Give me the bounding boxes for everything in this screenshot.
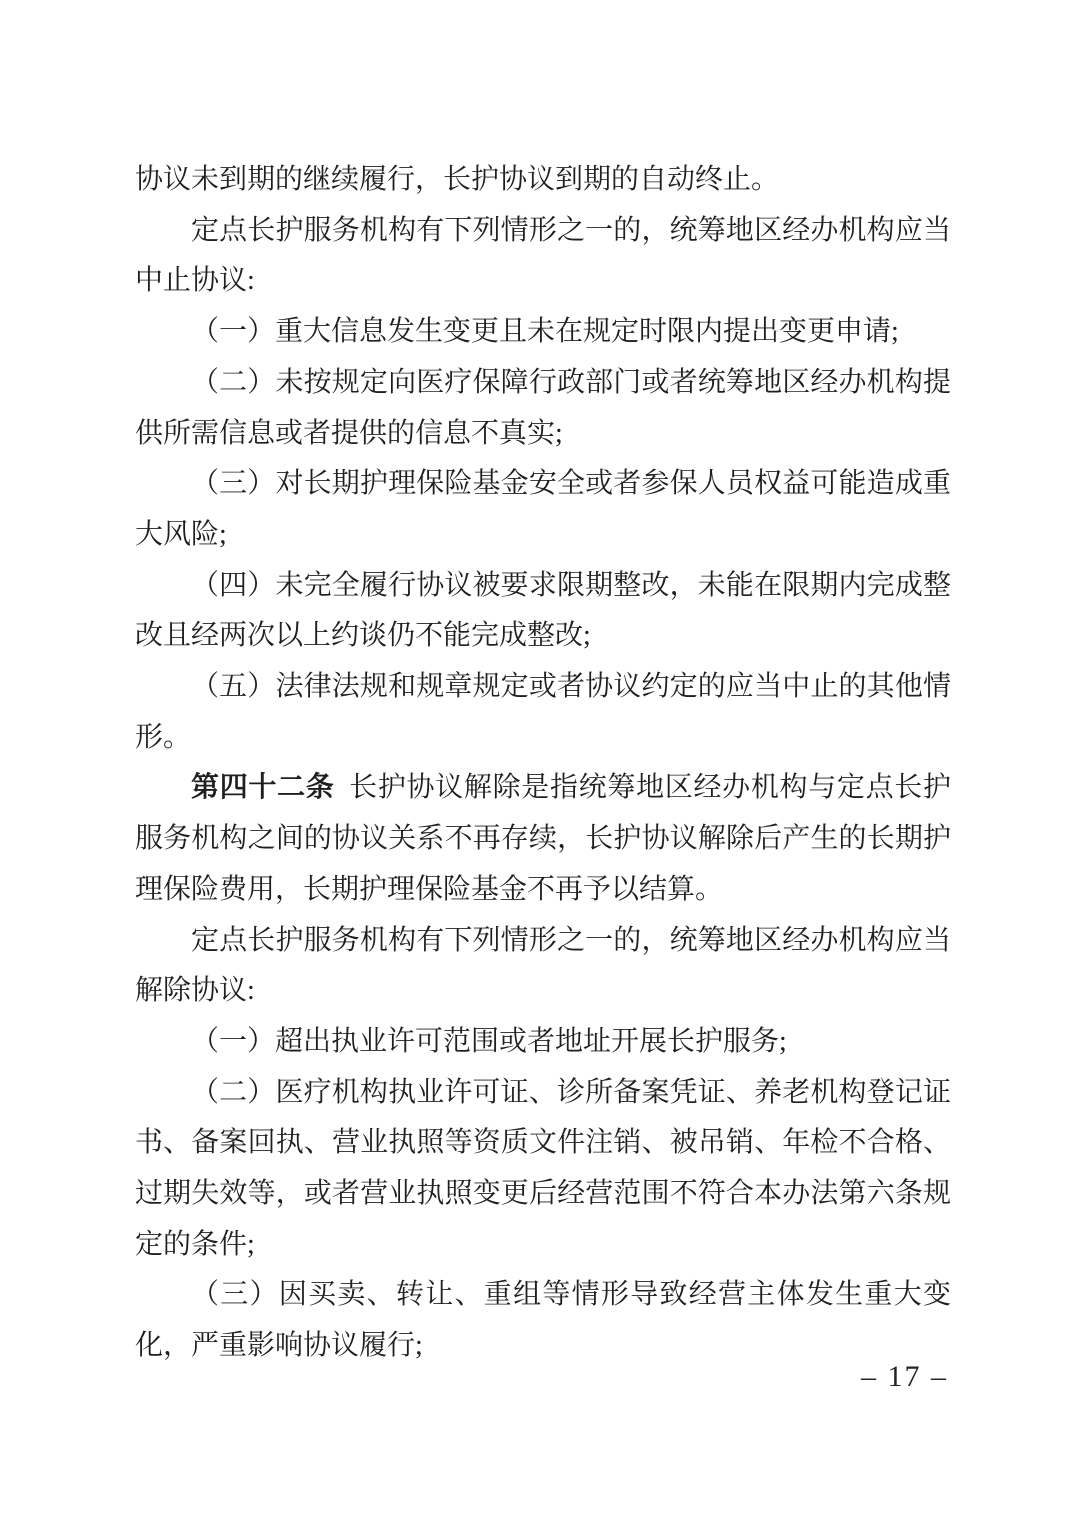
paragraph: （二）未按规定向医疗保障行政部门或者统筹地区经办机构提供所需信息或者提供的信息不真实; [135, 366, 951, 449]
paragraph: 定点长护服务机构有下列情形之一的，统筹地区经办机构应当解除协议: [135, 924, 951, 1007]
paragraph: （三）因买卖、转让、重组等情形导致经营主体发生重大变化，严重影响协议履行; [135, 1279, 951, 1362]
paragraph: （二）医疗机构执业许可证、诊所备案凭证、养老机构登记证书、备案回执、营业执照等资质文件注销、被吊销、年检不合格、过期失效等，或者营业执照变更后经营范围不符合本办法第六条规定的条件; [135, 1076, 951, 1260]
paragraph: 协议未到期的继续履行，长护协议到期的自动终止。 [135, 164, 780, 195]
paragraph: 第四十二条 长护协议解除是指统筹地区经办机构与定点长护服务机构之间的协议关系不再存续，长护协议解除后产生的长期护理保险费用，长期护理保险基金不再予以结算。 [135, 772, 951, 905]
paragraph: 定点长护服务机构有下列情形之一的，统筹地区经办机构应当中止协议: [135, 214, 951, 297]
paragraph: （一）重大信息发生变更且未在规定时限内提出变更申请; [191, 316, 899, 348]
page-number: – 17 – [861, 1360, 948, 1393]
article-number: 第四十二条 [191, 772, 335, 804]
paragraph: （四）未完全履行协议被要求限期整改，未能在限期内完成整改且经两次以上约谈仍不能完成整改; [135, 569, 951, 652]
paragraph: （三）对长期护理保险基金安全或者参保人员权益可能造成重大风险; [135, 468, 951, 550]
document-body [135, 155, 951, 1372]
paragraph: （五）法律法规和规章规定或者协议约定的应当中止的其他情形。 [135, 671, 951, 753]
paragraph: （一）超出执业许可范围或者地址开展长护服务; [191, 1025, 787, 1057]
